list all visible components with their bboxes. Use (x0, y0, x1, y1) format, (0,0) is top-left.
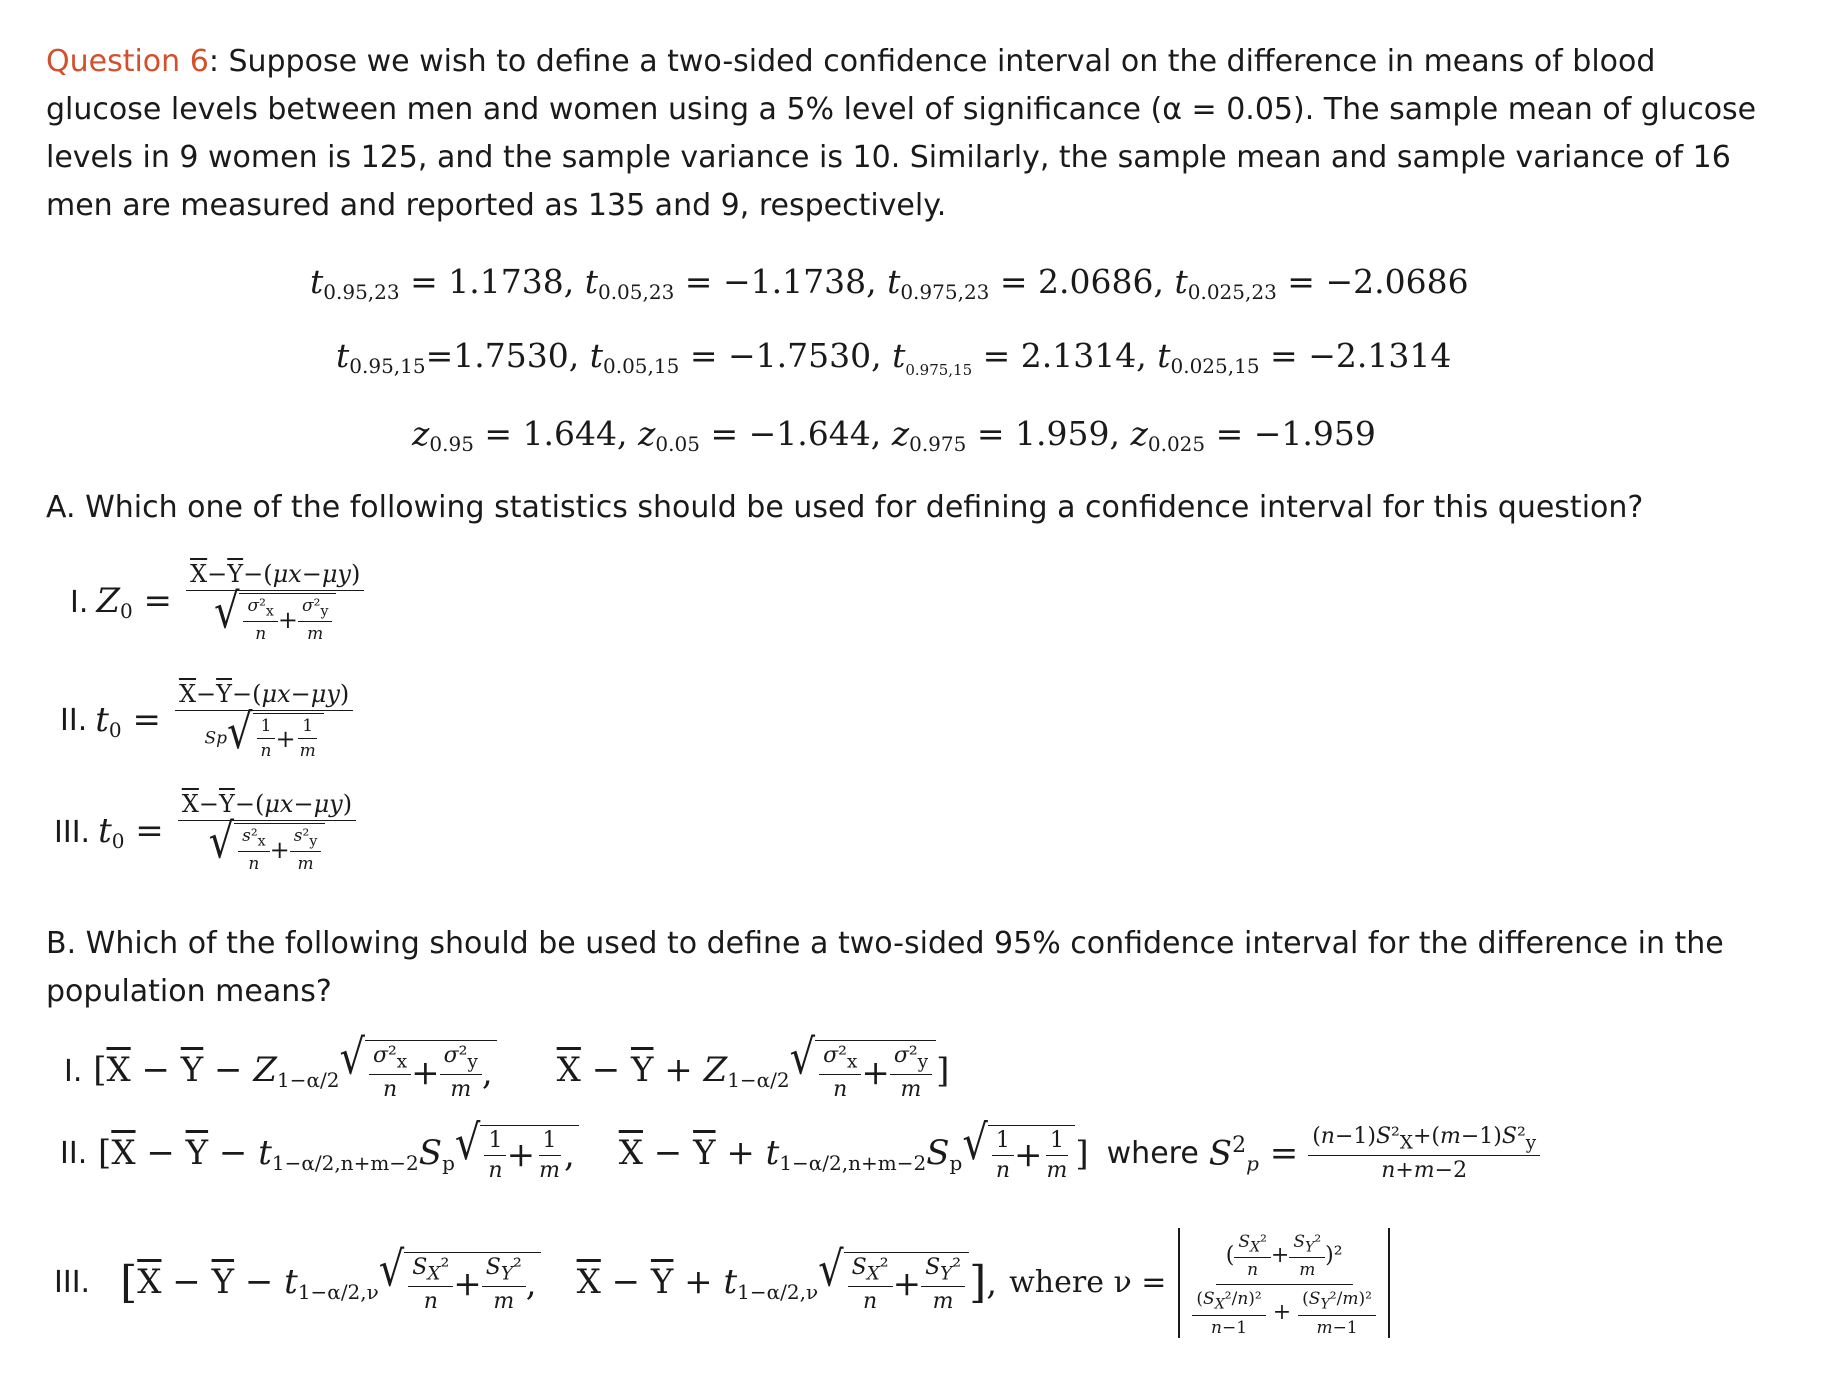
part-b-question: B. Which of the following should be used to define a two-sided 95% confidence interval for the difference in the population means? (46, 926, 1724, 1009)
part-a-option-3: III. $t_0$ = $\overline{X}-\overline{Y}-(\mu x-\mu y)$ √ $\frac{s^2_x}{n}$ + $\frac{s^2_y}{m}$ (54, 790, 356, 874)
z0975: 1.959 (1015, 414, 1110, 453)
z0025: −1.959 (1253, 414, 1376, 453)
t-values-23-line: $t_{0.95,23} = 1.1738$, $t_{0.05,23} = -1.1738$, $t_{0.975,23} = 2.0686$, $t_{0.025,23} = -2.0686$ (310, 262, 1469, 304)
t095-15: 1.7530 (453, 336, 569, 375)
z005: −1.644 (748, 414, 871, 453)
option-label: III. (54, 814, 91, 850)
option-label: III. (54, 1265, 91, 1301)
where-sp-label: where (1106, 1136, 1199, 1172)
t0975-15: 2.1314 (1020, 336, 1137, 375)
question-label: Question 6 (46, 44, 209, 79)
t005-23: −1.1738 (722, 262, 867, 301)
t0025-15: −2.1314 (1308, 336, 1452, 375)
question-paragraph (46, 38, 1766, 230)
part-b-option-1: I. [$\overline{X} - \overline{Y} - Z_{1-\alpha/2}$ √ $\frac{\sigma^2_x}{n}$ + $\frac{\sigma^2_y}{m}$ , $\overline{X} - \overline{Y} + Z_{1-\alpha/2}$ √ $\frac{\sigma^2_x}{n}$ + $\frac{\sigma^2_y}{m}$ ] (64, 1030, 950, 1103)
question-text: : Suppose we wish to define a two-sided confidence interval on the difference in means of blood glucose levels between men and women using a 5% level of significance (α = 0.05). The sample mean of glucose levels in 9 women is 125, and the sample variance is 10. Similarly, the sample mean and sample variance of 16 men are measured and reported as 135 and 9, respectively. (46, 44, 1757, 223)
part-a-option-1: I. $Z_0$ = $\overline{X}-\overline{Y}-(\mu x-\mu y)$ √ $\frac{\sigma^2_x}{n}$ + $\frac{\sigma^2_y}{m}$ (70, 560, 364, 644)
option-label: I. (64, 1053, 83, 1089)
t005-15: −1.7530 (727, 336, 872, 375)
z095: 1.644 (522, 414, 618, 453)
t0975-23: 2.0686 (1038, 262, 1154, 301)
part-a-question: A. Which one of the following statistics should be used for defining a confidence interval for this question? (46, 490, 1644, 525)
option-label: I. (70, 584, 89, 620)
part-b-option-3: III. [ $\overline{X} - \overline{Y} - t_{1-\alpha/2,\nu}$ √ $\frac{S_X^2}{n}$ + $\frac{S_Y^2}{m}$ , $\overline{X} - \overline{Y} + t_{1-\alpha/2,\nu}$ √ $\frac{S_X^2}{n}$ + $\frac{S_Y^2}{m}$ ] , where ν = ( $\frac{S_X^2}{n}$ + $\frac{S_Y^2}{m}$ )² $\frac{(S_X^2/n)^2}{n-1}$ + $\frac{(S_Y^2/m)^2}{m-1}$ (54, 1228, 1390, 1338)
part-a-option-2: II. $t_0$ = $\overline{X}-\overline{Y}-(\mu x-\mu y)$ Sp √ $\frac{1}{n}$ + $\frac{1}{m}$ (60, 680, 353, 761)
t-values-15-line: $t_{0.95,15}=1.7530$, $t_{0.05,15} = -1.7530$, $t_{0.975,15} = 2.1314$, $t_{0.025,15} = -2.1314$ (336, 336, 1452, 379)
option-label: II. (60, 1136, 88, 1172)
t095-23: 1.1738 (448, 262, 564, 301)
where-nu-label: where ν = (1009, 1265, 1167, 1301)
z-values-line: $z_{0.95} = 1.644$, $z_{0.05} = -1.644$, $z_{0.975} = 1.959$, $z_{0.025} = -1.959$ (412, 414, 1376, 456)
t0025-23: −2.0686 (1325, 262, 1469, 301)
option-label: II. (60, 703, 88, 738)
part-b-option-2: II. [$\overline{X} - \overline{Y} - t_{1-\alpha/2,n+m-2}S_p$ √ $\frac{1}{n}$ + $\frac{1}{m}$ , $\overline{X} - \overline{Y} + t_{1-\alpha/2,n+m-2}S_p$ √ $\frac{1}{n}$ + $\frac{1}{m}$ ] where $S^2_p$ = $\frac{(n-1)S^2_X+(m-1)S^2_y}{n+m-2}$ (60, 1124, 1540, 1183)
